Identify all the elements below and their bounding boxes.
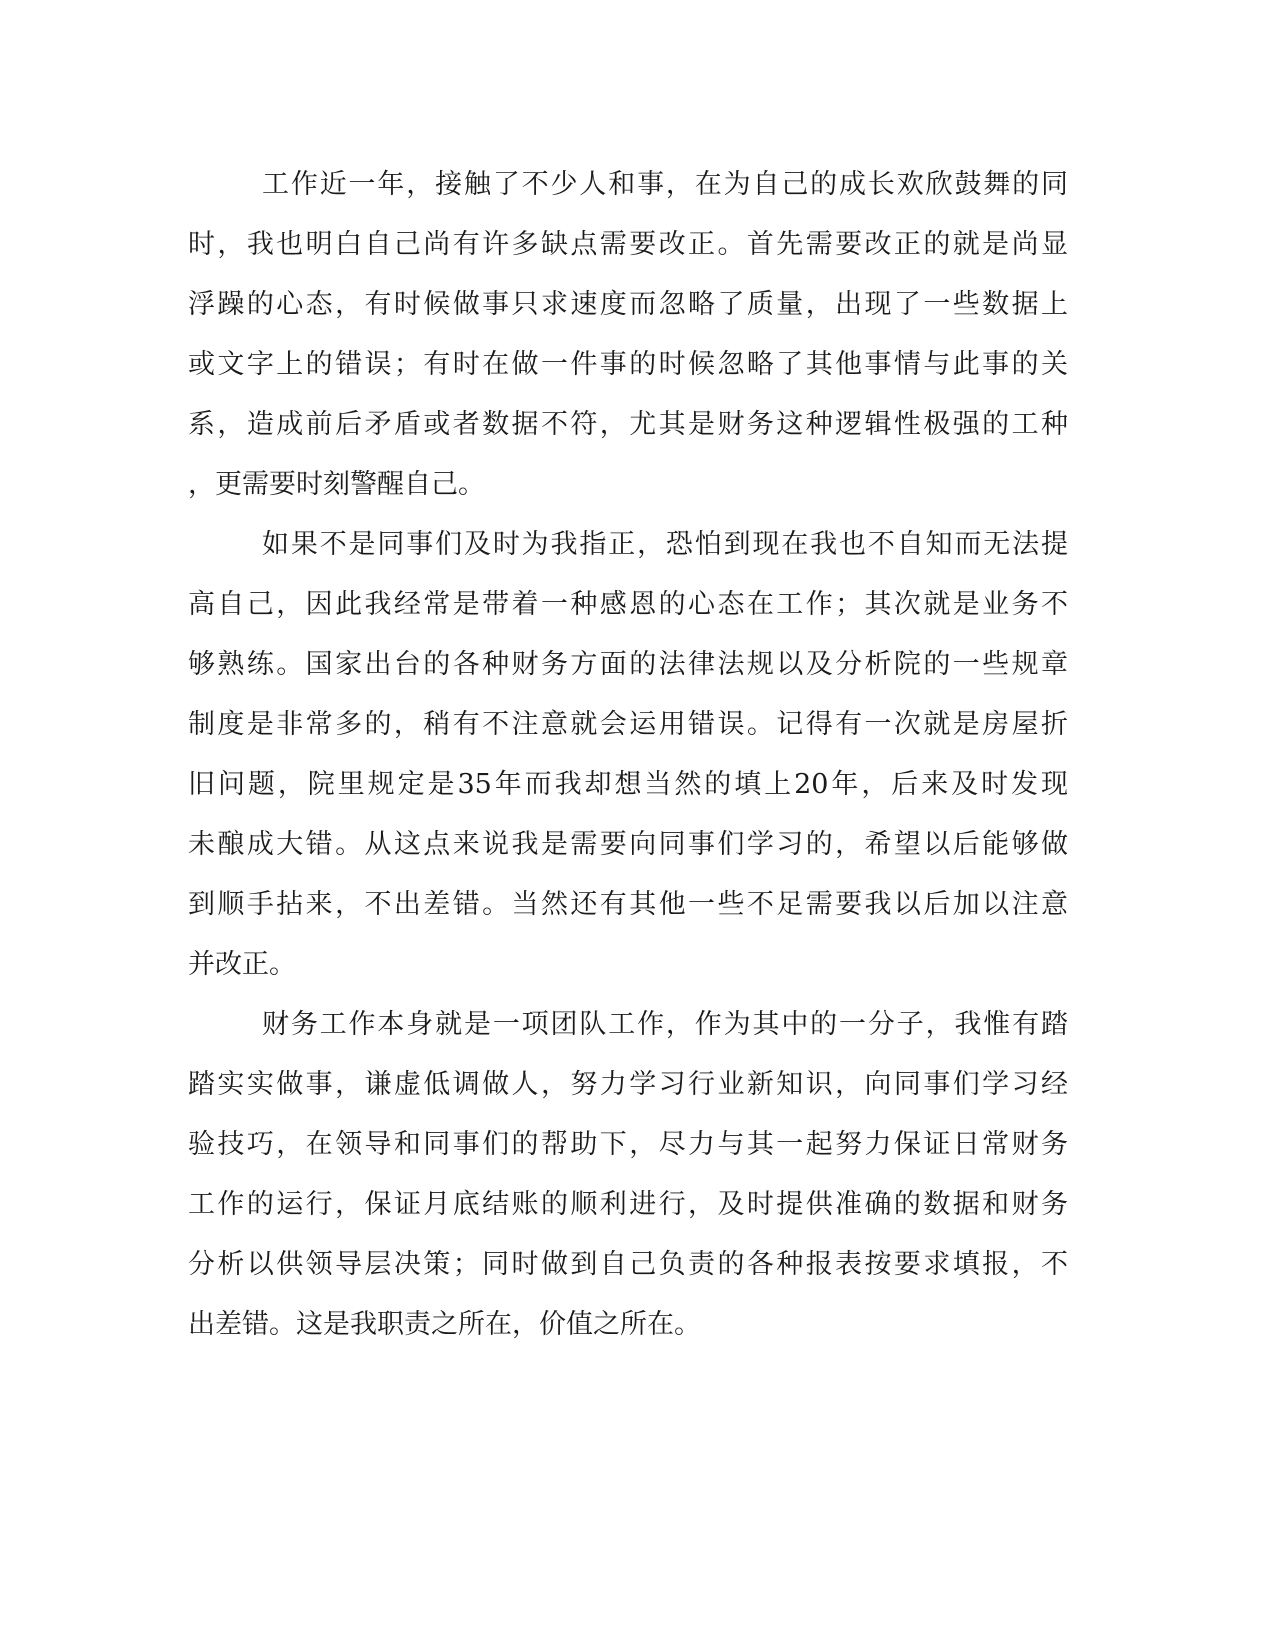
paragraph-line: 高自己，因此我经常是带着一种感恩的心态在工作；其次就是业务不	[188, 589, 1068, 620]
paragraph-line: 并改正。	[188, 949, 296, 980]
paragraph-line: 旧问题，院里规定是35年而我却想当然的填上20年，后来及时发现	[188, 769, 1068, 800]
paragraph-1	[188, 155, 1068, 515]
paragraph-2	[188, 515, 1068, 995]
paragraph-line: 工作近一年，接触了不少人和事，在为自己的成长欢欣鼓舞的同	[262, 169, 1068, 200]
paragraph-line: 验技巧，在领导和同事们的帮助下，尽力与其一起努力保证日常财务	[188, 1129, 1068, 1160]
paragraph-line: 工作的运行，保证月底结账的顺利进行，及时提供准确的数据和财务	[188, 1189, 1068, 1220]
paragraph-line: 够熟练。国家出台的各种财务方面的法律法规以及分析院的一些规章	[188, 649, 1068, 680]
paragraph-line: 制度是非常多的，稍有不注意就会运用错误。记得有一次就是房屋折	[188, 709, 1068, 740]
paragraph-line: 财务工作本身就是一项团队工作，作为其中的一分子，我惟有踏	[262, 1009, 1068, 1040]
paragraph-line: 到顺手拈来，不出差错。当然还有其他一些不足需要我以后加以注意	[188, 889, 1068, 920]
paragraph-line: 未酿成大错。从这点来说我是需要向同事们学习的，希望以后能够做	[188, 829, 1068, 860]
paragraph-line: ，更需要时刻警醒自己。	[188, 469, 485, 500]
paragraph-line: 分析以供领导层决策；同时做到自己负责的各种报表按要求填报，不	[188, 1249, 1068, 1280]
paragraph-line: 出差错。这是我职责之所在，价值之所在。	[188, 1309, 701, 1340]
paragraph-line: 系，造成前后矛盾或者数据不符，尤其是财务这种逻辑性极强的工种	[188, 409, 1068, 440]
paragraph-line: 踏实实做事，谦虚低调做人，努力学习行业新知识，向同事们学习经	[188, 1069, 1068, 1100]
paragraph-line: 浮躁的心态，有时候做事只求速度而忽略了质量，出现了一些数据上	[188, 289, 1068, 320]
paragraph-line: 时，我也明白自己尚有许多缺点需要改正。首先需要改正的就是尚显	[188, 229, 1068, 260]
paragraph-line: 如果不是同事们及时为我指正，恐怕到现在我也不自知而无法提	[262, 529, 1068, 560]
document-body	[188, 155, 1068, 1355]
paragraph-3	[188, 995, 1068, 1355]
paragraph-line: 或文字上的错误；有时在做一件事的时候忽略了其他事情与此事的关	[188, 349, 1068, 380]
